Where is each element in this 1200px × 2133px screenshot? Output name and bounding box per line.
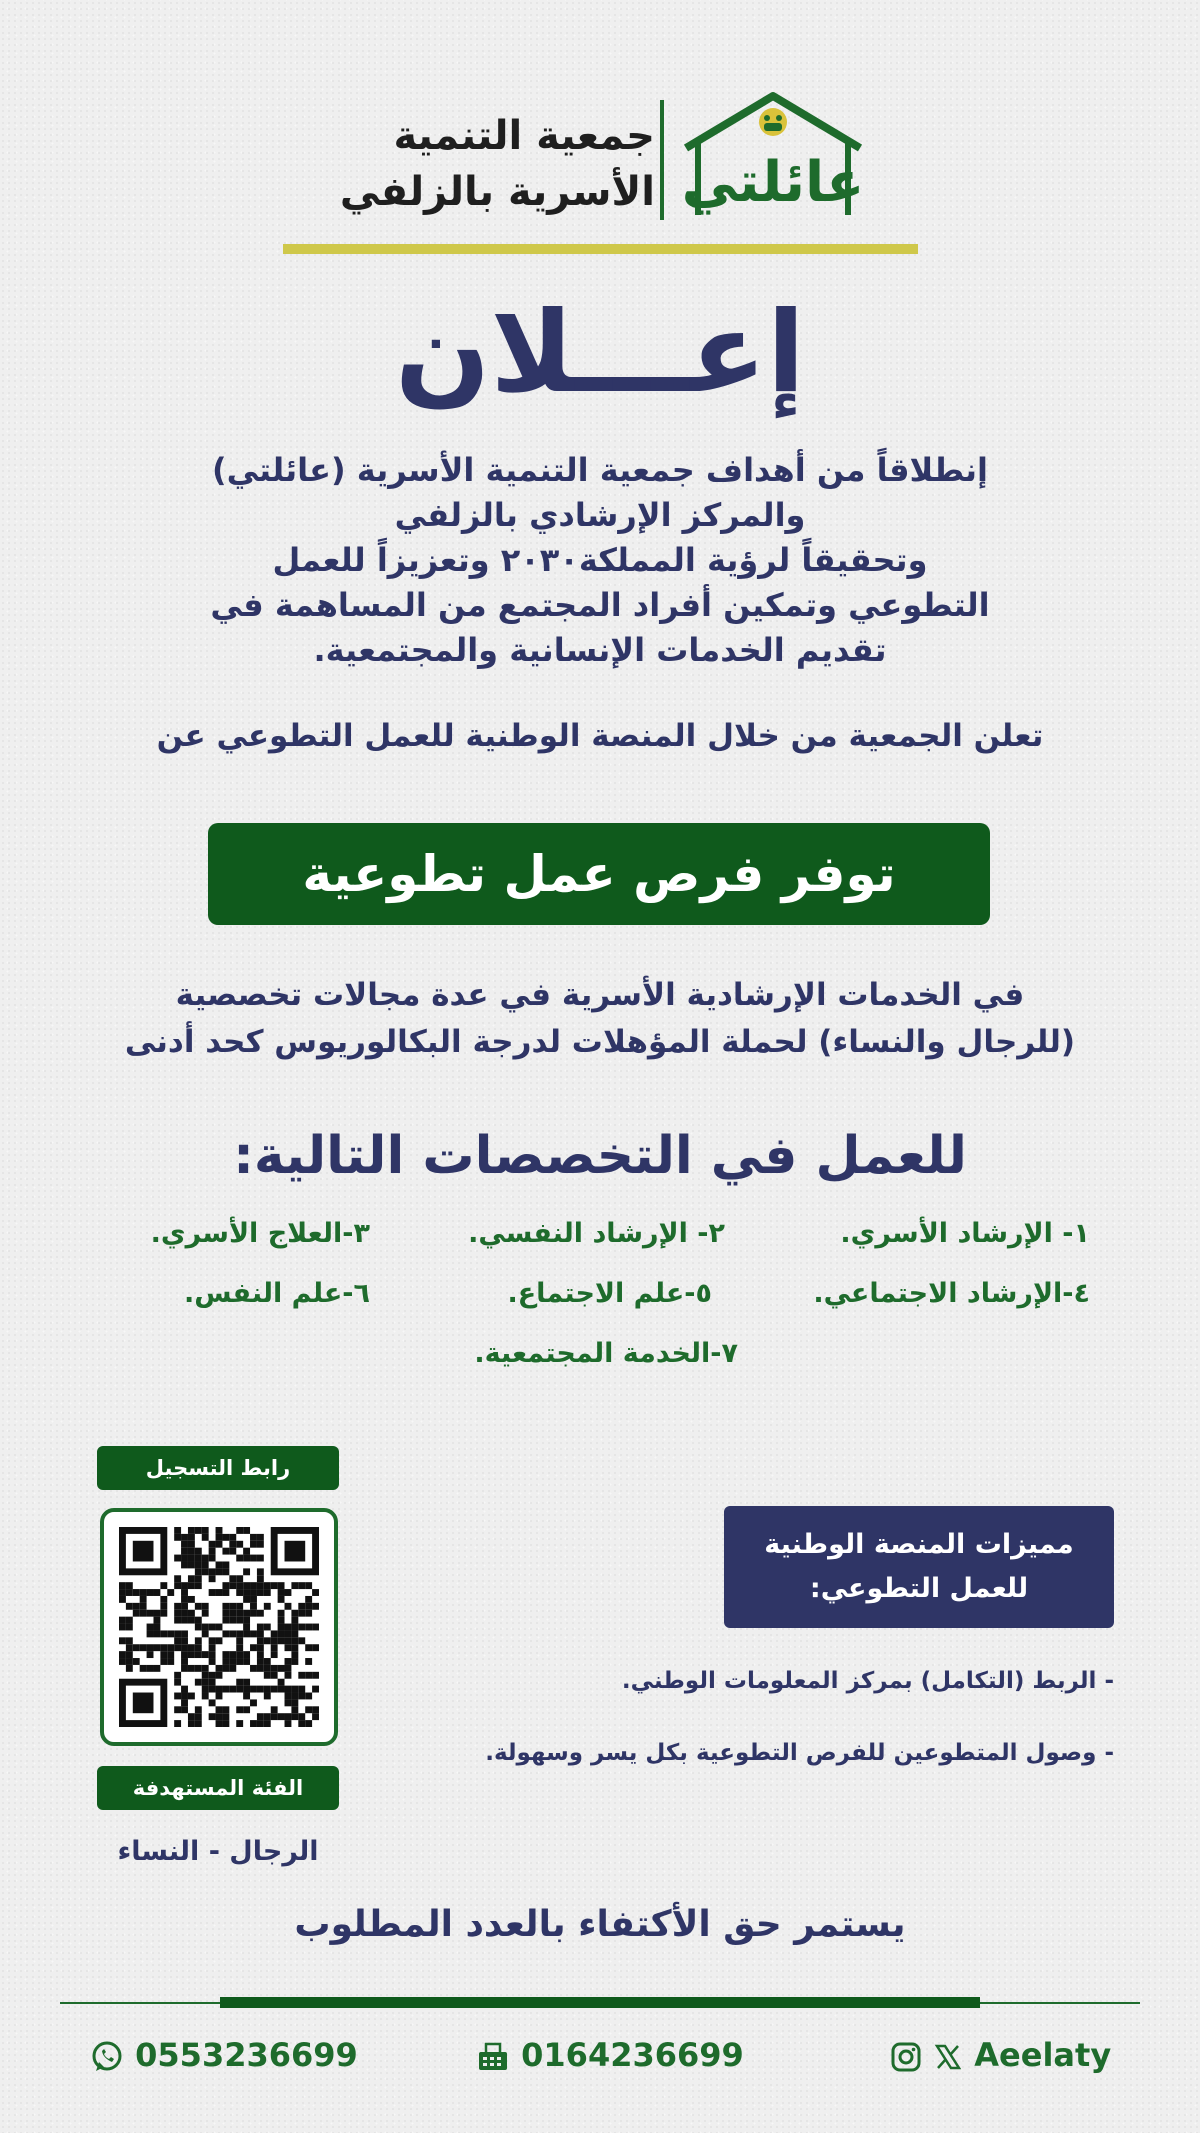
fields-line: (للرجال والنساء) لحملة المؤهلات لدرجة البكالوريوس كحد أدنى — [124, 1024, 1076, 1060]
closing-note: يستمر حق الأكتفاء بالعدد المطلوب — [294, 1904, 906, 1945]
organization-name — [295, 108, 655, 220]
whatsapp-icon — [90, 2040, 124, 2074]
announce-line: تعلن الجمعية من خلال المنصة الوطنية للعمل التطوعي عن — [156, 718, 1044, 754]
features-title-line2: للعمل التطوعي: — [809, 1573, 1029, 1604]
x-icon — [933, 2042, 963, 2072]
footer-divider-thick — [220, 1997, 980, 2008]
announcement-title: إعـــلان — [394, 288, 806, 418]
registration-qr-code[interactable] — [100, 1508, 338, 1746]
target-group-label: الفئة المستهدفة — [97, 1766, 339, 1810]
registration-link-label: رابط التسجيل — [97, 1446, 339, 1490]
phone-number: 0164236699 — [521, 2036, 744, 2074]
intro-line: والمركز الإرشادي بالزلفي — [394, 496, 806, 534]
specialty-item: ١- الإرشاد الأسري. — [840, 1218, 1090, 1249]
volunteer-banner: توفر فرص عمل تطوعية — [208, 823, 990, 925]
header-underline — [283, 244, 918, 254]
intro-line: تقديم الخدمات الإنسانية والمجتمعية. — [313, 631, 887, 669]
features-title-line1: مميزات المنصة الوطنية — [764, 1529, 1074, 1560]
feature-item: - وصول المتطوعين للفرص التطوعية بكل يسر وسهولة. — [485, 1740, 1114, 1766]
qr-code-icon[interactable] — [119, 1527, 319, 1727]
target-group-value: الرجال - النساء — [117, 1836, 319, 1867]
feature-item: - الربط (التكامل) بمركز المعلومات الوطني. — [621, 1668, 1114, 1694]
intro-line: التطوعي وتمكين أفراد المجتمع من المساهمة في — [210, 586, 990, 624]
specialty-item: ٢- الإرشاد النفسي. — [468, 1218, 725, 1249]
logo-text: عائلتي — [681, 150, 865, 215]
intro-paragraph — [120, 448, 1080, 673]
header-divider — [660, 100, 664, 220]
specialty-item: ٦-علم النفس. — [184, 1278, 370, 1309]
platform-features-box — [724, 1506, 1114, 1628]
instagram-icon — [890, 2041, 922, 2073]
social-handle: Aeelaty — [974, 2036, 1112, 2074]
specialty-item: ٧-الخدمة المجتمعية. — [474, 1338, 738, 1369]
whatsapp-number: 0553236699 — [135, 2036, 358, 2074]
fields-line: في الخدمات الإرشادية الأسرية في عدة مجالات تخصصية — [175, 977, 1025, 1013]
fax-phone-icon — [476, 2040, 510, 2074]
specialties-heading: للعمل في التخصصات التالية: — [233, 1126, 967, 1186]
specialty-item: ٥-علم الاجتماع. — [507, 1278, 712, 1309]
social-contact[interactable] — [890, 2036, 1111, 2074]
whatsapp-contact[interactable] — [90, 2036, 358, 2074]
specialty-item: ٣-العلاج الأسري. — [150, 1218, 370, 1249]
org-name-line2: الأسرية بالزلفي — [339, 169, 655, 215]
intro-line: إنطلاقاً من أهداف جمعية التنمية الأسرية (عائلتي) — [212, 451, 988, 489]
specialty-item: ٤-الإرشاد الاجتماعي. — [813, 1278, 1090, 1309]
org-name-line1: جمعية التنمية — [393, 113, 655, 159]
fields-paragraph — [60, 972, 1140, 1066]
intro-line: وتحقيقاً لرؤية المملكة٢٠٣٠ وتعزيزاً للعمل — [272, 541, 928, 579]
phone-contact[interactable] — [476, 2036, 744, 2074]
